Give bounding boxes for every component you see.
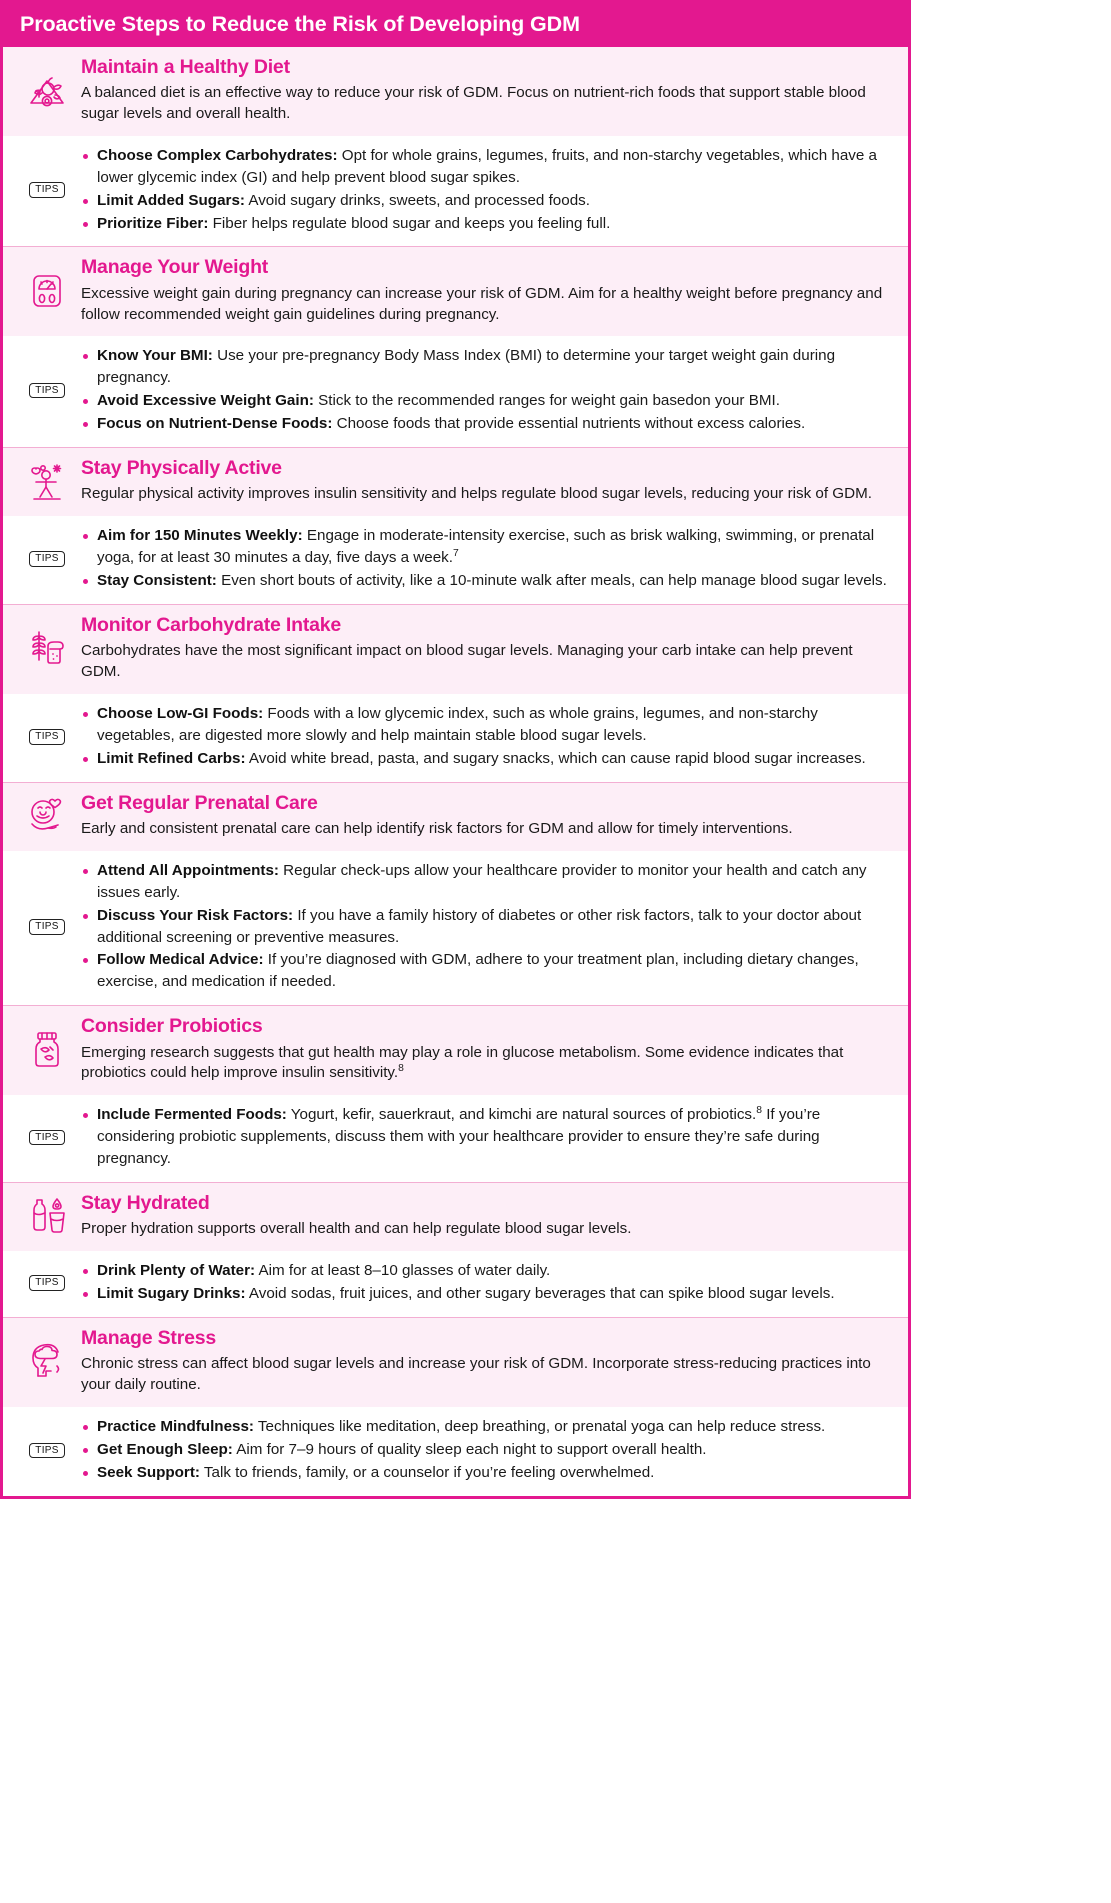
section-tips-row [3,1095,908,1182]
section-title: Get Regular Prenatal Care [81,791,318,814]
page-title: Proactive Steps to Reduce the Risk of Developing GDM [3,3,908,47]
section-description-text: Chronic stress can affect blood sugar levels and increase your risk of GDM. Incorporate stress-reducing practices into your daily routine. [81,1355,871,1394]
advice-section [3,605,908,783]
tips-list [81,1260,892,1305]
tips-badge: TIPS [29,919,64,935]
tips-badge-gutter [13,1104,81,1171]
section-description-text: Emerging research suggests that gut health may play a role in glucose metabolism. Some evidence indicates that probiotics could help improve insulin sensitivity. [81,1043,844,1082]
section-intro-row [3,247,908,336]
tip-lead: Know Your BMI: [97,347,213,365]
stress-head-icon [13,1327,81,1396]
tip-text: Regular check-ups allow your healthcare provider to monitor your health and catch any issues early. [97,861,867,901]
tip-item [81,1462,892,1484]
tips-badge-gutter [13,1416,81,1485]
section-title: Consider Probiotics [81,1015,263,1038]
section-description [81,1043,892,1085]
tip-text: Avoid white bread, pasta, and sugary snacks, which can cause rapid blood sugar increases. [245,749,866,767]
section-description [81,641,892,683]
tip-lead: Limit Sugary Drinks: [97,1285,246,1303]
tip-text: Foods with a low glycemic index, such as whole grains, legumes, and non-starchy vegetables, are digested more slowly and help maintain stable blood sugar levels. [97,704,818,744]
tips-badge-gutter [13,1260,81,1306]
weight-scale-icon [13,256,81,325]
section-title: Manage Stress [81,1326,217,1349]
healthy-diet-icon [13,56,81,125]
tips-badge: TIPS [29,1275,64,1291]
tips-list [81,703,892,770]
advice-section [3,1183,908,1318]
section-intro-body [81,56,898,125]
section-description [81,819,892,840]
section-tips-body [81,1260,898,1306]
tip-item [81,190,892,212]
tips-badge-gutter [13,525,81,593]
tip-item [81,525,892,569]
physical-activity-icon [13,457,81,505]
tip-lead: Include Fermented Foods: [97,1106,287,1124]
section-intro-body [81,1192,898,1240]
section-intro-body [81,1015,898,1084]
section-intro-row [3,605,908,694]
section-intro-body [81,1327,898,1396]
tip-text: If you’re diagnosed with GDM, adhere to your treatment plan, including dietary changes, exercise, and medication if needed. [97,951,859,991]
tips-badge: TIPS [29,551,64,567]
section-tips-body [81,345,898,436]
tips-list [81,525,892,592]
section-description [81,284,892,326]
tip-item [81,1283,892,1305]
tip-lead: Discuss Your Risk Factors: [97,906,294,924]
section-tips-body [81,525,898,593]
tip-lead: Aim for 150 Minutes Weekly: [97,527,303,545]
section-description-text: A balanced diet is an effective way to reduce your risk of GDM. Focus on nutrient-rich foods that support stable blood sugar levels and overall health. [81,84,866,123]
tips-badge: TIPS [29,1130,64,1146]
tips-badge-gutter [13,345,81,436]
tip-lead: Seek Support: [97,1463,200,1481]
prenatal-care-icon [13,792,81,840]
section-description [81,484,892,505]
section-intro-body [81,792,898,840]
section-tips-body [81,1104,898,1171]
tip-text: Opt for whole grains, legumes, fruits, and non-starchy vegetables, which have a lower glycemic index (GI) and help prevent blood sugar spikes. [97,146,877,186]
tip-text: Avoid sugary drinks, sweets, and processed foods. [244,191,590,209]
tips-badge-gutter [13,703,81,771]
tip-text: Talk to friends, family, or a counselor if you’re feeling overwhelmed. [199,1463,655,1481]
tip-lead: Attend All Appointments: [97,861,279,879]
probiotics-bottle-icon [13,1015,81,1084]
tips-badge: TIPS [29,383,64,399]
section-intro-row [3,1318,908,1407]
footnote-marker: 8 [398,1063,404,1075]
tip-item [81,213,892,235]
section-description [81,1354,892,1396]
tip-text: Use your pre-pregnancy Body Mass Index (BMI) to determine your target weight gain during pregnancy. [97,347,836,387]
tips-list [81,860,892,993]
tips-list [81,345,892,435]
section-intro-body [81,457,898,505]
tip-item [81,390,892,412]
footnote-marker: 8 [756,1105,762,1117]
tips-badge: TIPS [29,182,64,198]
section-tips-body [81,1416,898,1485]
section-title: Stay Physically Active [81,457,282,480]
section-intro-row [3,47,908,136]
advice-section [3,1006,908,1183]
tip-text: Even short bouts of activity, like a 10-minute walk after meals, can help manage blood sugar levels. [216,572,887,590]
tip-item [81,570,892,592]
hydration-bottle-glass-icon [13,1192,81,1240]
section-tips-row [3,1251,908,1317]
tip-item [81,145,892,189]
section-tips-row [3,516,908,604]
advice-section [3,448,908,605]
section-title: Manage Your Weight [81,256,269,279]
tip-text: If you have a family history of diabetes or other risk factors, talk to your doctor about additional screening or preventive measures. [97,906,862,946]
section-description [81,1219,892,1240]
section-tips-body [81,860,898,994]
tip-text: Aim for at least 8–10 glasses of water daily. [255,1262,551,1280]
section-tips-body [81,145,898,236]
section-description-text: Regular physical activity improves insulin sensitivity and helps regulate blood sugar levels, reducing your risk of GDM. [81,485,872,503]
section-intro-row [3,1183,908,1251]
tip-item [81,1439,892,1461]
tip-text: Yogurt, kefir, sauerkraut, and kimchi are natural sources of probiotics. [286,1106,757,1124]
tips-badge-gutter [13,145,81,236]
footnote-marker: 7 [452,548,459,560]
tip-item [81,905,892,949]
section-intro-row [3,448,908,516]
tip-lead: Get Enough Sleep: [97,1440,233,1458]
advice-section [3,783,908,1007]
tip-item [81,949,892,993]
section-description [81,83,892,125]
section-description-text: Carbohydrates have the most significant impact on blood sugar levels. Managing your carb intake can help prevent GDM. [81,642,853,681]
section-description-text: Proper hydration supports overall health and can help regulate blood sugar levels. [81,1220,632,1238]
section-intro-row [3,1006,908,1095]
section-tips-row [3,694,908,782]
grain-bread-icon [13,614,81,683]
tip-lead: Choose Complex Carbohydrates: [97,146,338,164]
tip-item [81,345,892,389]
tip-lead: Stay Consistent: [97,572,217,590]
section-tips-row [3,136,908,247]
tip-lead: Choose Low-GI Foods: [97,704,264,722]
section-tips-row [3,336,908,447]
tip-text: Avoid sodas, fruit juices, and other sugary beverages that can spike blood sugar levels. [245,1285,835,1303]
advice-section [3,1318,908,1496]
section-intro-row [3,783,908,851]
tip-lead: Follow Medical Advice: [97,951,264,969]
tip-text: Choose foods that provide essential nutrients without excess calories. [332,415,806,433]
section-title: Maintain a Healthy Diet [81,55,290,78]
tip-lead: Practice Mindfulness: [97,1417,254,1435]
tip-text: Fiber helps regulate blood sugar and keeps you feeling full. [208,214,611,232]
section-title: Monitor Carbohydrate Intake [81,613,342,636]
advice-section [3,47,908,248]
tip-lead: Prioritize Fiber: [97,214,209,232]
section-intro-body [81,256,898,325]
tip-text-continued: If you’re considering probiotic supplements, discuss them with your healthcare provider to ensure they’re safe during pregnancy. [97,1106,821,1168]
tips-badge: TIPS [29,1443,64,1459]
tip-lead: Avoid Excessive Weight Gain: [97,392,314,410]
tip-text: Engage in moderate-intensity exercise, such as brisk walking, swimming, or prenatal yoga, for at least 30 minutes a day, five days a week. [97,527,875,567]
tip-item [81,1104,892,1170]
tips-badge-gutter [13,860,81,994]
tip-item [81,703,892,747]
tip-lead: Limit Added Sugars: [97,191,245,209]
tip-item [81,748,892,770]
section-tips-row [3,851,908,1005]
sections-container [3,47,908,1496]
section-title: Stay Hydrated [81,1191,210,1214]
tip-item [81,1260,892,1282]
tips-list [81,1416,892,1484]
section-intro-body [81,614,898,683]
tip-text: Techniques like meditation, deep breathing, or prenatal yoga can help reduce stress. [253,1417,826,1435]
advice-section [3,247,908,448]
tips-badge: TIPS [29,729,64,745]
tips-list [81,1104,892,1170]
tip-item [81,1416,892,1438]
tip-lead: Limit Refined Carbs: [97,749,246,767]
section-tips-row [3,1407,908,1496]
tip-item [81,413,892,435]
tip-text: Aim for 7–9 hours of quality sleep each night to support overall health. [232,1440,707,1458]
tip-lead: Drink Plenty of Water: [97,1262,256,1280]
tip-item [81,860,892,904]
section-description-text: Early and consistent prenatal care can help identify risk factors for GDM and allow for timely interventions. [81,820,793,838]
tip-lead: Focus on Nutrient-Dense Foods: [97,415,333,433]
section-tips-body [81,703,898,771]
tip-text: Stick to the recommended ranges for weight gain basedon your BMI. [313,392,780,410]
tips-list [81,145,892,235]
section-description-text: Excessive weight gain during pregnancy can increase your risk of GDM. Aim for a healthy weight before pregnancy and follow recommended weight gain guidelines during pregnancy. [81,284,883,323]
